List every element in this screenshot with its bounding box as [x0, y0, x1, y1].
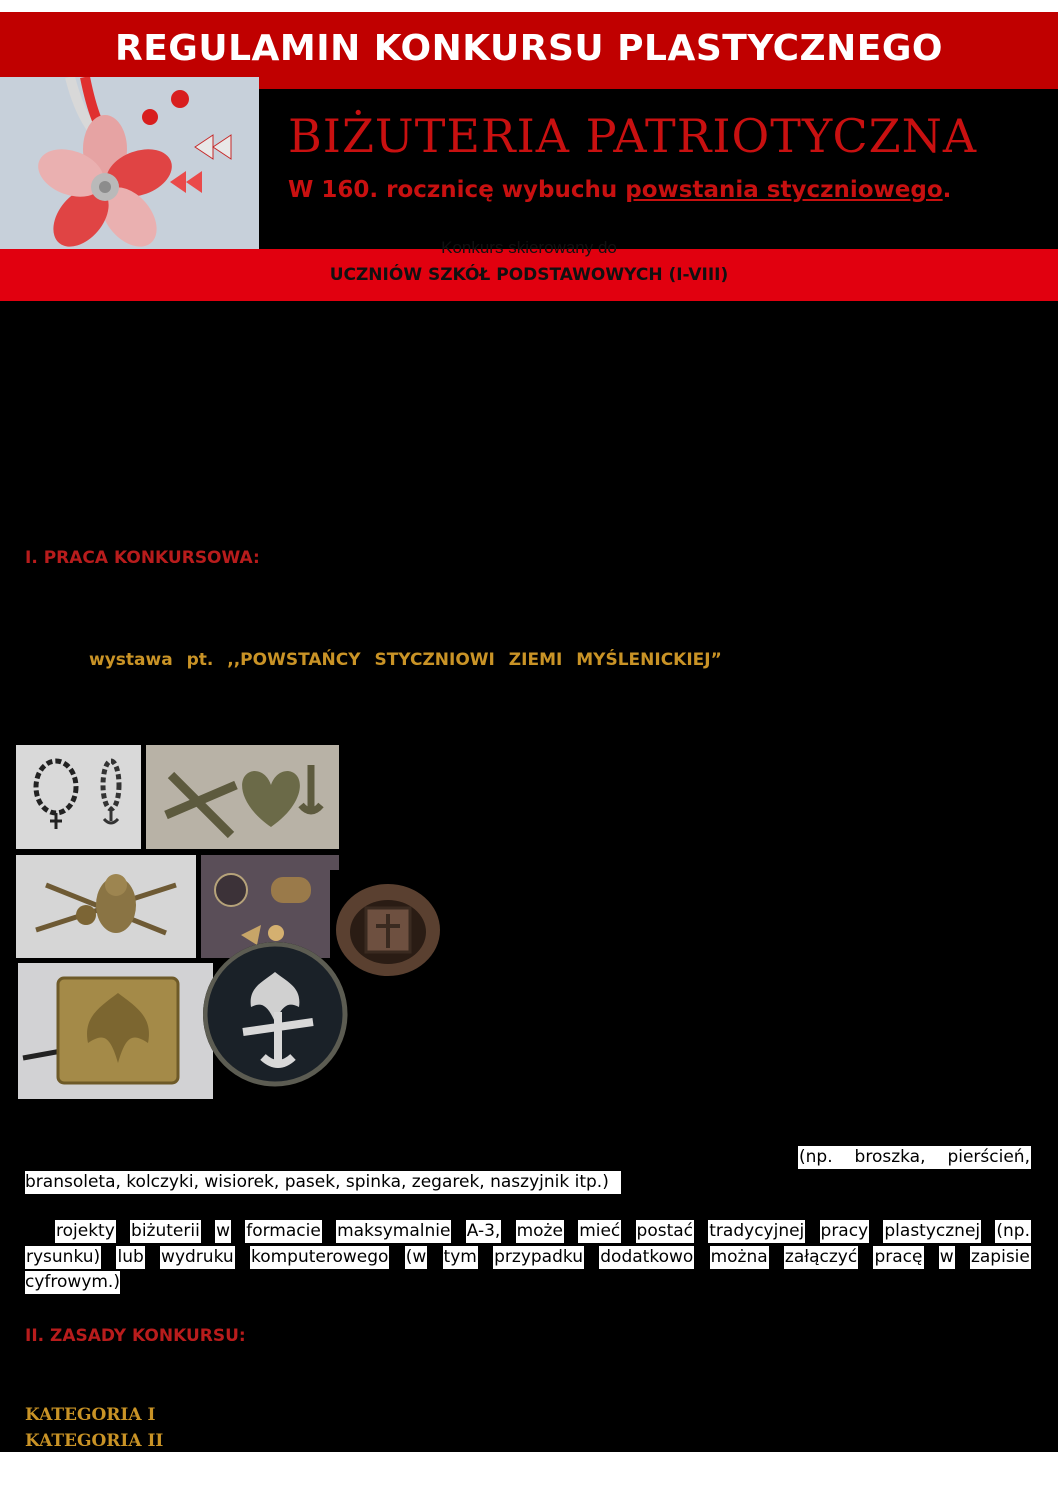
- format-word: przypadku: [494, 1247, 583, 1267]
- examples-word: (np.: [799, 1147, 833, 1167]
- subtitle-end: .: [942, 177, 952, 203]
- format-word: zapisie: [970, 1247, 1030, 1267]
- format-word: wydruku: [161, 1247, 234, 1267]
- examples-line-1: [798, 1146, 1031, 1169]
- format-word: lub: [117, 1247, 144, 1267]
- format-line-1: [55, 1220, 1031, 1243]
- format-word: plastycznej: [884, 1221, 981, 1241]
- format-word: dodatkowo: [600, 1247, 694, 1267]
- format-word: rysunku): [26, 1247, 101, 1267]
- anniversary-subtitle: [288, 177, 951, 203]
- photo-chain-bracelets: [16, 745, 141, 849]
- format-word: postać: [636, 1221, 694, 1241]
- format-line-2: [25, 1246, 1031, 1269]
- format-word: tradycyjnej: [709, 1221, 805, 1241]
- format-word: tym: [443, 1247, 477, 1267]
- photo-bust-brooch: [16, 855, 196, 958]
- examples-word: broszka,: [854, 1147, 926, 1167]
- photo-signet-ring: [330, 870, 446, 982]
- category-1: KATEGORIA I: [25, 1405, 156, 1425]
- format-word: może: [516, 1221, 563, 1241]
- section-2-heading: II. ZASADY KONKURSU:: [25, 1326, 246, 1346]
- format-word: załączyć: [784, 1247, 858, 1267]
- format-word: w: [939, 1247, 954, 1267]
- format-word: pracę: [874, 1247, 923, 1267]
- section-1-heading: I. PRACA KONKURSOWA:: [25, 548, 260, 568]
- jewelry-title: BIŻUTERIA PATRIOTYCZNA: [288, 109, 978, 163]
- regulation-page: [0, 12, 1058, 1452]
- format-word: rojekty: [56, 1221, 115, 1241]
- format-word: (np.: [996, 1221, 1030, 1241]
- hero-jewelry-photo: [0, 77, 259, 249]
- format-word: pracy: [820, 1221, 869, 1241]
- audience-intro: Konkurs skierowany do: [441, 238, 617, 257]
- format-word: w: [216, 1221, 230, 1241]
- page-title: REGULAMIN KONKURSU PLASTYCZNEGO: [114, 28, 944, 69]
- uprising-link[interactable]: powstania styczniowego: [625, 177, 943, 203]
- audience-target: UCZNIÓW SZKÓŁ PODSTAWOWYCH (I-VIII): [329, 265, 729, 285]
- examples-word: pierścień,: [947, 1147, 1030, 1167]
- format-word: (w: [405, 1247, 427, 1267]
- format-word: komputerowego: [250, 1247, 389, 1267]
- category-2: KATEGORIA II: [25, 1431, 164, 1451]
- format-word: biżuterii: [131, 1221, 200, 1241]
- subtitle-text: W 160. rocznicę wybuchu: [288, 177, 626, 203]
- photo-eagle-medallion: [203, 942, 348, 1087]
- format-word: maksymalnie: [337, 1221, 451, 1241]
- exhibition-title: wystawa pt. ,,POWSTAŃCY STYCZNIOWI ZIEMI MYŚLENICKIEJ”: [89, 650, 722, 670]
- examples-line-2: bransoleta, kolczyki, wisiorek, pasek, spinka, zegarek, naszyjnik itp.): [25, 1171, 621, 1194]
- format-word: można: [710, 1247, 768, 1267]
- photo-eagle-buckle: [18, 963, 213, 1099]
- format-word: mieć: [579, 1221, 621, 1241]
- format-word: A-3,: [466, 1221, 501, 1241]
- format-line-3: cyfrowym.): [25, 1272, 120, 1292]
- format-word: formacie: [246, 1221, 321, 1241]
- photo-cross-heart-anchor: [146, 745, 339, 849]
